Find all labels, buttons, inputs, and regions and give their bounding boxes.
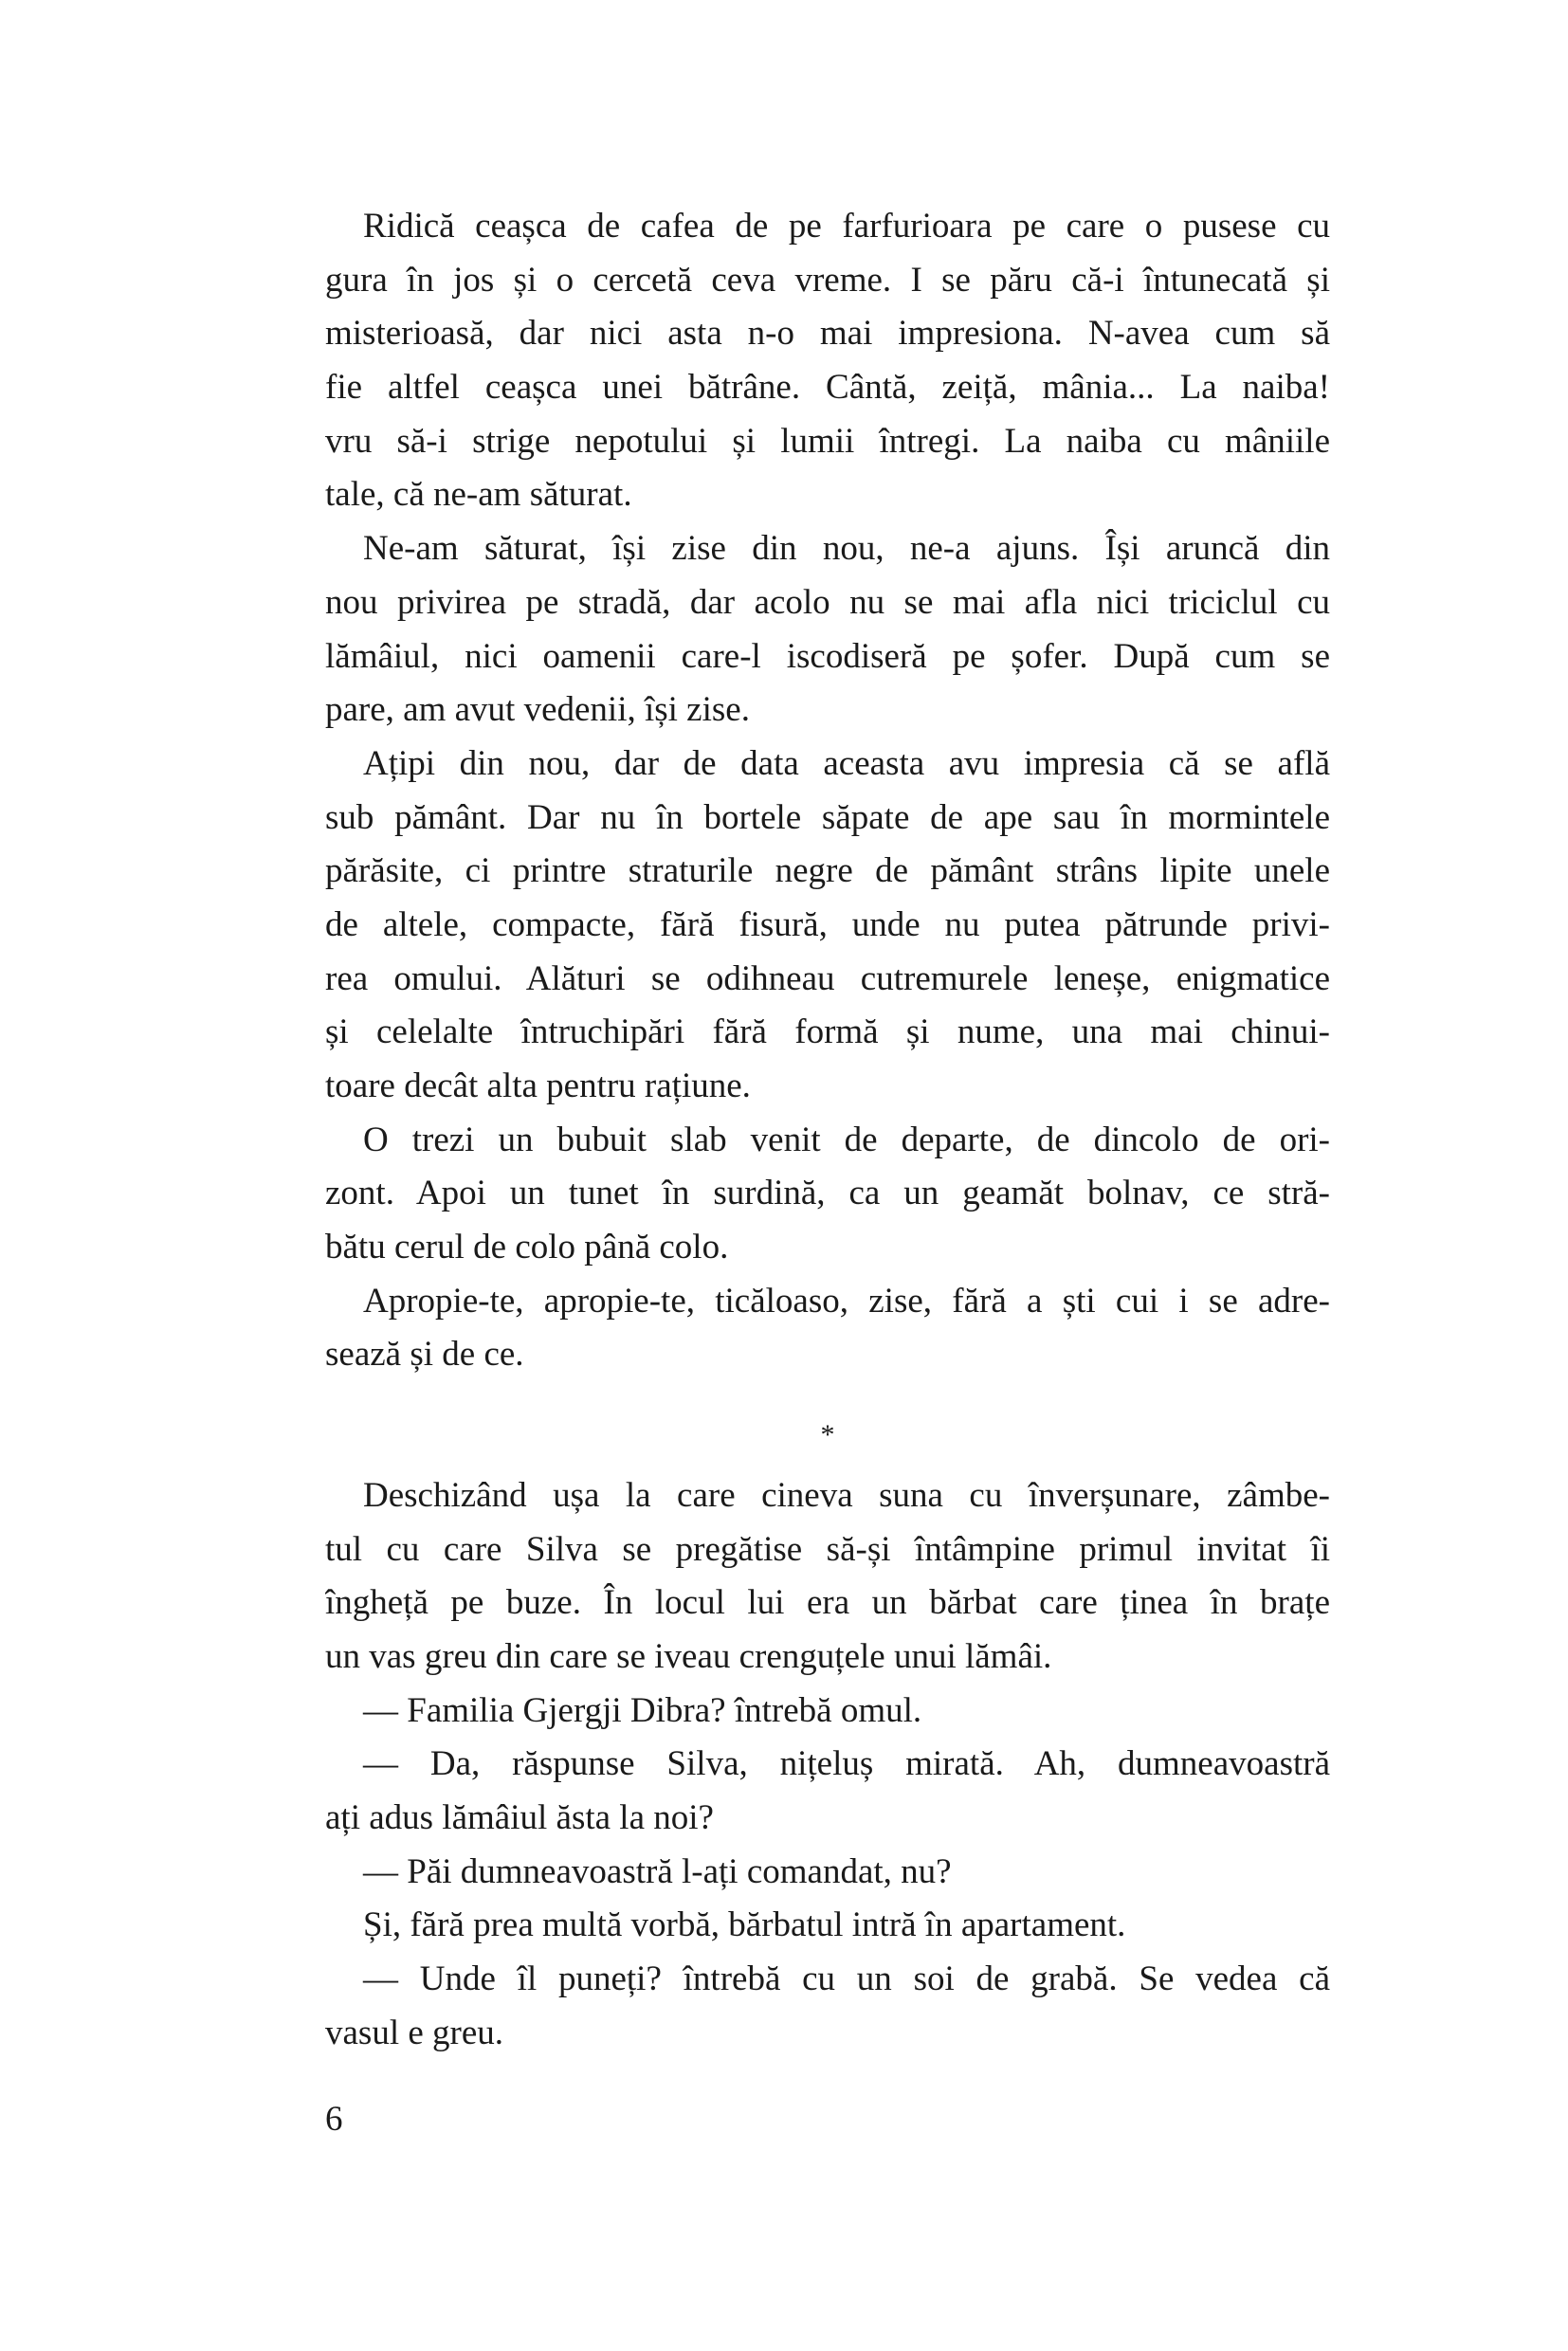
paragraph-line: — Familia Gjergji Dibra? întrebă omul. xyxy=(363,1690,922,1730)
page-number: 6 xyxy=(325,2100,343,2139)
paragraph-line: rea omului. Alături se odihneau cutremurele leneșe, enigmatice xyxy=(325,958,1330,998)
paragraph-line: O trezi un bubuit slab venit de departe, de dincolo de ori- xyxy=(363,1120,1330,1159)
paragraph-line: îngheță pe buze. În locul lui era un bărbat care ținea în brațe xyxy=(325,1583,1330,1623)
paragraph-line: sează și de ce. xyxy=(325,1335,524,1375)
paragraph-line: Deschizând ușa la care cineva suna cu înverșunare, zâmbe- xyxy=(363,1475,1330,1515)
paragraph-line: Și, fără prea multă vorbă, bărbatul intră în apartament. xyxy=(363,1905,1126,1945)
paragraph-line: — Păi dumneavoastră l-ați comandat, nu? xyxy=(363,1851,952,1891)
paragraph-line: tale, că ne-am săturat. xyxy=(325,475,632,515)
paragraph-line: tul cu care Silva se pregătise să-și întâmpine primul invitat îi xyxy=(325,1529,1330,1569)
paragraph-line: Ațipi din nou, dar de data aceasta avu impresia că se află xyxy=(363,743,1330,783)
paragraph-line: toare decât alta pentru rațiune. xyxy=(325,1066,751,1105)
paragraph-line: părăsite, ci printre straturile negre de pământ strâns lipite unele xyxy=(325,851,1330,891)
paragraph-line: sub pământ. Dar nu în bortele săpate de ape sau în mormintele xyxy=(325,797,1330,837)
paragraph-line: un vas greu din care se iveau crenguțele unui lămâi. xyxy=(325,1636,1052,1676)
paragraph-line: — Da, răspunse Silva, nițeluș mirată. Ah, dumneavoastră xyxy=(363,1744,1330,1784)
paragraph-line: fie altfel ceașca unei bătrâne. Cântă, zeiță, mânia... La naiba! xyxy=(325,368,1330,408)
paragraph-line: de altele, compacte, fără fisură, unde nu putea pătrunde privi- xyxy=(325,904,1330,944)
paragraph-line: vru să-i strige nepotului și lumii întregi. La naiba cu mâniile xyxy=(325,421,1330,461)
paragraph-line: zont. Apoi un tunet în surdină, ca un geamăt bolnav, ce stră- xyxy=(325,1174,1330,1213)
paragraph-line: vasul e greu. xyxy=(325,2013,504,2052)
paragraph-line: și celelalte întruchipări fără formă și nume, una mai chinui- xyxy=(325,1012,1330,1052)
paragraph-line: misterioasă, dar nici asta n-o mai impresiona. N-avea cum să xyxy=(325,314,1330,354)
paragraph-line: Ridică ceașca de cafea de pe farfurioara pe care o pusese cu xyxy=(363,207,1330,246)
page-body xyxy=(325,200,1330,2060)
paragraph-line: lămâiul, nici oamenii care-l iscodiseră pe șofer. După cum se xyxy=(325,636,1330,676)
paragraph-line: gura în jos și o cercetă ceva vreme. I se păru că-i întunecată și xyxy=(325,260,1330,300)
paragraph-line: pare, am avut vedenii, își zise. xyxy=(325,690,750,730)
paragraph-line: ați adus lămâiul ăsta la noi? xyxy=(325,1797,714,1837)
paragraph-line: Apropie-te, apropie-te, ticăloaso, zise, fără a ști cui i se adre- xyxy=(363,1281,1330,1321)
paragraph-line: Ne-am săturat, își zise din nou, ne-a ajuns. Își aruncă din xyxy=(363,529,1330,569)
paragraph-line: — Unde îl puneți? întrebă cu un soi de grabă. Se vedea că xyxy=(363,1959,1330,1998)
paragraph-line: nou privirea pe stradă, dar acolo nu se mai afla nici triciclul cu xyxy=(325,582,1330,622)
section-break-asterisk: * xyxy=(820,1419,835,1451)
paragraph-line: bătu cerul de colo până colo. xyxy=(325,1228,729,1267)
